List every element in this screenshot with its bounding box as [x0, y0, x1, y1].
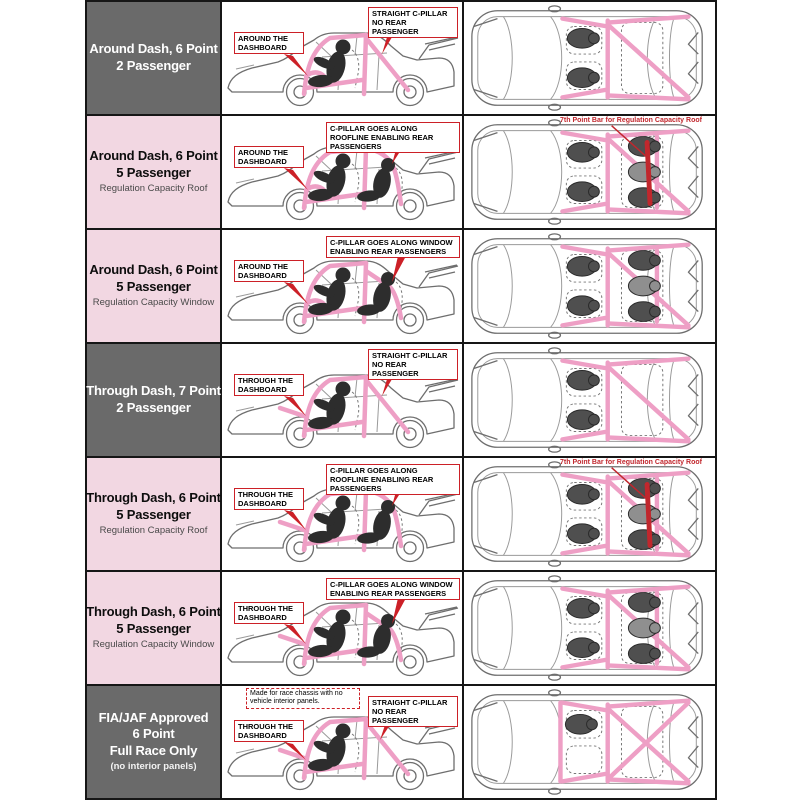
config-title-line1: Around Dash, 6 Point	[89, 41, 218, 57]
pillar-callout: C-PILLAR GOES ALONG ROOFLINE ENABLING REAR PASSENGERS	[326, 464, 460, 495]
config-label	[87, 458, 222, 570]
config-title-line3: Full Race Only	[109, 743, 198, 759]
car-top-svg	[464, 230, 715, 342]
car-top-svg	[464, 572, 715, 684]
config-label	[87, 572, 222, 684]
config-subtitle: Regulation Capacity Roof	[99, 524, 208, 536]
pillar-callout: C-PILLAR GOES ALONG ROOFLINE ENABLING REAR PASSENGERS	[326, 122, 460, 153]
pillar-callout: C-PILLAR GOES ALONG WINDOW ENABLING REAR PASSENGERS	[326, 578, 460, 600]
table-row	[87, 686, 715, 798]
config-label	[87, 116, 222, 228]
side-view-diagram	[222, 116, 464, 228]
config-label	[87, 344, 222, 456]
config-title-line1: Around Dash, 6 Point	[89, 261, 218, 277]
config-title-line2: 6 Point	[132, 726, 175, 742]
config-title-line2: 5 Passenger	[116, 620, 191, 636]
side-view-diagram	[222, 2, 464, 114]
config-title-line1: FIA/JAF Approved	[98, 709, 209, 725]
top-view-diagram	[464, 458, 715, 570]
side-view-diagram	[222, 686, 464, 798]
config-label	[87, 2, 222, 114]
config-title-line1: Through Dash, 6 Point	[86, 603, 221, 619]
top-view-diagram	[464, 2, 715, 114]
race-chassis-note: Made for race chassis with no vehicle interior panels.	[246, 688, 360, 709]
table-row	[87, 116, 715, 230]
side-view-diagram	[222, 458, 464, 570]
config-title-line2: 5 Passenger	[116, 278, 191, 294]
car-top-svg	[464, 686, 715, 798]
top-view-diagram	[464, 686, 715, 798]
top-view-diagram	[464, 572, 715, 684]
car-top-svg	[464, 2, 715, 114]
config-label	[87, 230, 222, 342]
config-subtitle: Regulation Capacity Window	[92, 638, 215, 650]
pillar-callout: STRAIGHT C-PILLAR NO REAR PASSENGER	[368, 7, 458, 38]
dash-callout: THROUGH THE DASHBOARD	[234, 374, 304, 396]
side-view-diagram	[222, 572, 464, 684]
config-title-line1: Around Dash, 6 Point	[89, 147, 218, 163]
side-view-diagram	[222, 344, 464, 456]
rollcage-comparison-chart	[85, 0, 717, 800]
dash-callout: AROUND THE DASHBOARD	[234, 32, 304, 54]
car-top-svg	[464, 458, 715, 570]
capacity-roof-note: 7th Point Bar for Regulation Capacity Roof	[560, 117, 702, 124]
dash-callout: THROUGH THE DASHBOARD	[234, 602, 304, 624]
config-title-line2: 5 Passenger	[116, 164, 191, 180]
car-top-svg	[464, 344, 715, 456]
config-title-line1: Through Dash, 7 Point	[86, 383, 221, 399]
config-label	[87, 686, 222, 798]
top-view-diagram	[464, 116, 715, 228]
pillar-callout: STRAIGHT C-PILLAR NO REAR PASSENGER	[368, 696, 458, 727]
dash-callout: AROUND THE DASHBOARD	[234, 260, 304, 282]
top-view-diagram	[464, 230, 715, 342]
config-title-line1: Through Dash, 6 Point	[86, 489, 221, 505]
table-row	[87, 344, 715, 458]
table-row	[87, 230, 715, 344]
table-row	[87, 458, 715, 572]
config-subtitle: Regulation Capacity Roof	[99, 182, 208, 194]
config-title-line2: 2 Passenger	[116, 58, 191, 73]
side-view-diagram	[222, 230, 464, 342]
car-top-svg	[464, 116, 715, 228]
capacity-roof-note: 7th Point Bar for Regulation Capacity Roof	[560, 459, 702, 466]
config-subtitle: (no interior panels)	[110, 761, 197, 773]
top-view-diagram	[464, 344, 715, 456]
config-title-line2: 5 Passenger	[116, 506, 191, 522]
table-row	[87, 572, 715, 686]
config-title-line2: 2 Passenger	[116, 400, 191, 415]
pillar-callout: STRAIGHT C-PILLAR NO REAR PASSENGER	[368, 349, 458, 380]
dash-callout: AROUND THE DASHBOARD	[234, 146, 304, 168]
dash-callout: THROUGH THE DASHBOARD	[234, 488, 304, 510]
table-row	[87, 2, 715, 116]
pillar-callout: C-PILLAR GOES ALONG WINDOW ENABLING REAR PASSENGERS	[326, 236, 460, 258]
dash-callout: THROUGH THE DASHBOARD	[234, 720, 304, 742]
config-subtitle: Regulation Capacity Window	[92, 296, 215, 308]
